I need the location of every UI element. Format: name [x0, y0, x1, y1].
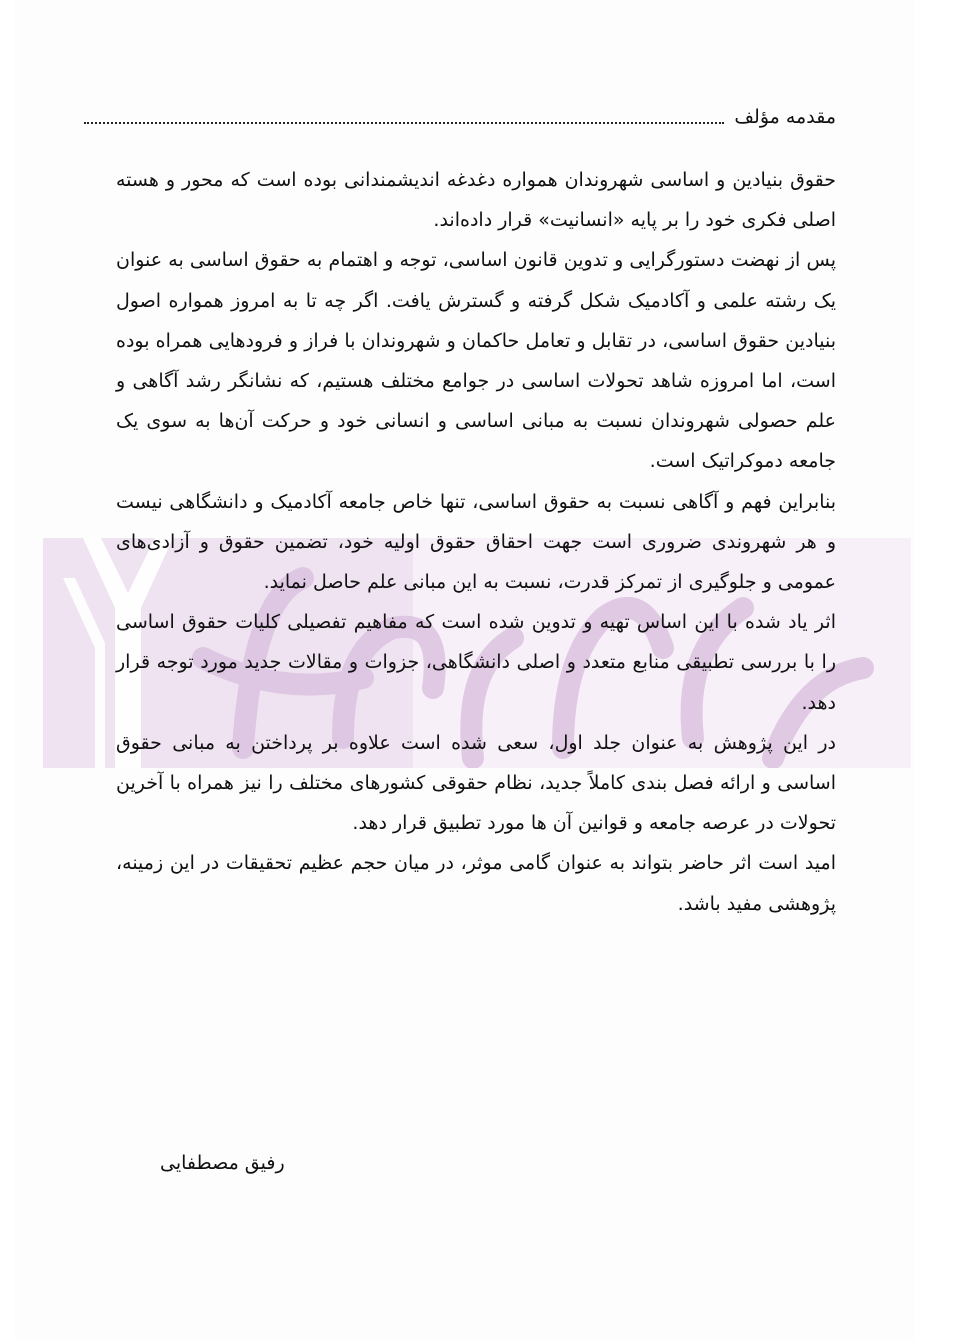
header-dotted-leader	[84, 122, 724, 124]
author-signature: رفیق مصطفایی	[160, 1152, 285, 1174]
paragraph-3: بنابراین فهم و آگاهی نسبت به حقوق اساسی، تنها خاص جامعه آکادمیک و دانشگاهی نیست و هر شهروندی ضروری است جهت احقاق حقوق اولیه خود، تضمین حقوق و آزادی‌های عمومی و جلوگیری از تمرکز قدرت، نسبت به این مبانی علم حاصل نماید.	[116, 490, 836, 594]
page-header	[84, 96, 836, 132]
paragraph-5: در این پژوهش به عنوان جلد اول، سعی شده است علاوه بر پرداختن به مبانی حقوق اساسی و ارائه فصل بندی کاملاً جدید، نظام حقوقی کشورهای مختلف را نیز همراه با آخرین تحولات در عرصه جامعه و قوانین آن ها مورد تطبیق قرار دهد.	[116, 731, 836, 835]
page-title: مقدمه مؤلف	[734, 106, 836, 128]
paragraph-6: امید است اثر حاضر بتواند به عنوان گامی موثر، در میان حجم عظیم تحقیقات در این زمینه، پژوهشی مفید باشد.	[116, 852, 836, 915]
preface-body	[116, 160, 836, 924]
paragraph-1: حقوق بنیادین و اساسی شهروندان همواره دغدغه اندیشمندانی بوده است که محور و هسته اصلی فکری خود را بر پایه «انسانیت» قرار داده‌اند.	[116, 169, 836, 232]
paragraph-2: پس از نهضت دستورگرایی و تدوین قانون اساسی، توجه و اهتمام به حقوق اساسی به عنوان یک رشته علمی و آکادمیک شکل گرفته و گسترش یافت. اگر چه تا به امروز همواره اصول بنیادین حقوق اساسی، در تقابل و تعامل حاکمان و شهروندان با فراز و فرودهایی همراه بوده است، اما امروزه شاهد تحولات اساسی در جوامع مختلف هستیم، که نشانگر رشد آگاهی و علم حصولی شهروندان نسبت به مبانی اساسی و انسانی خود و حرکت آن‌ها به سوی یک جامعه دموکراتیک است.	[116, 249, 836, 473]
paragraph-4: اثر یاد شده با این اساس تهیه و تدوین شده است که مفاهیم تفصیلی کلیات حقوق اساسی را با بررسی تطبیقی منابع متعدد و اصلی دانشگاهی، جزوات و مقالات جدید مورد توجه قرار دهد.	[116, 611, 836, 714]
